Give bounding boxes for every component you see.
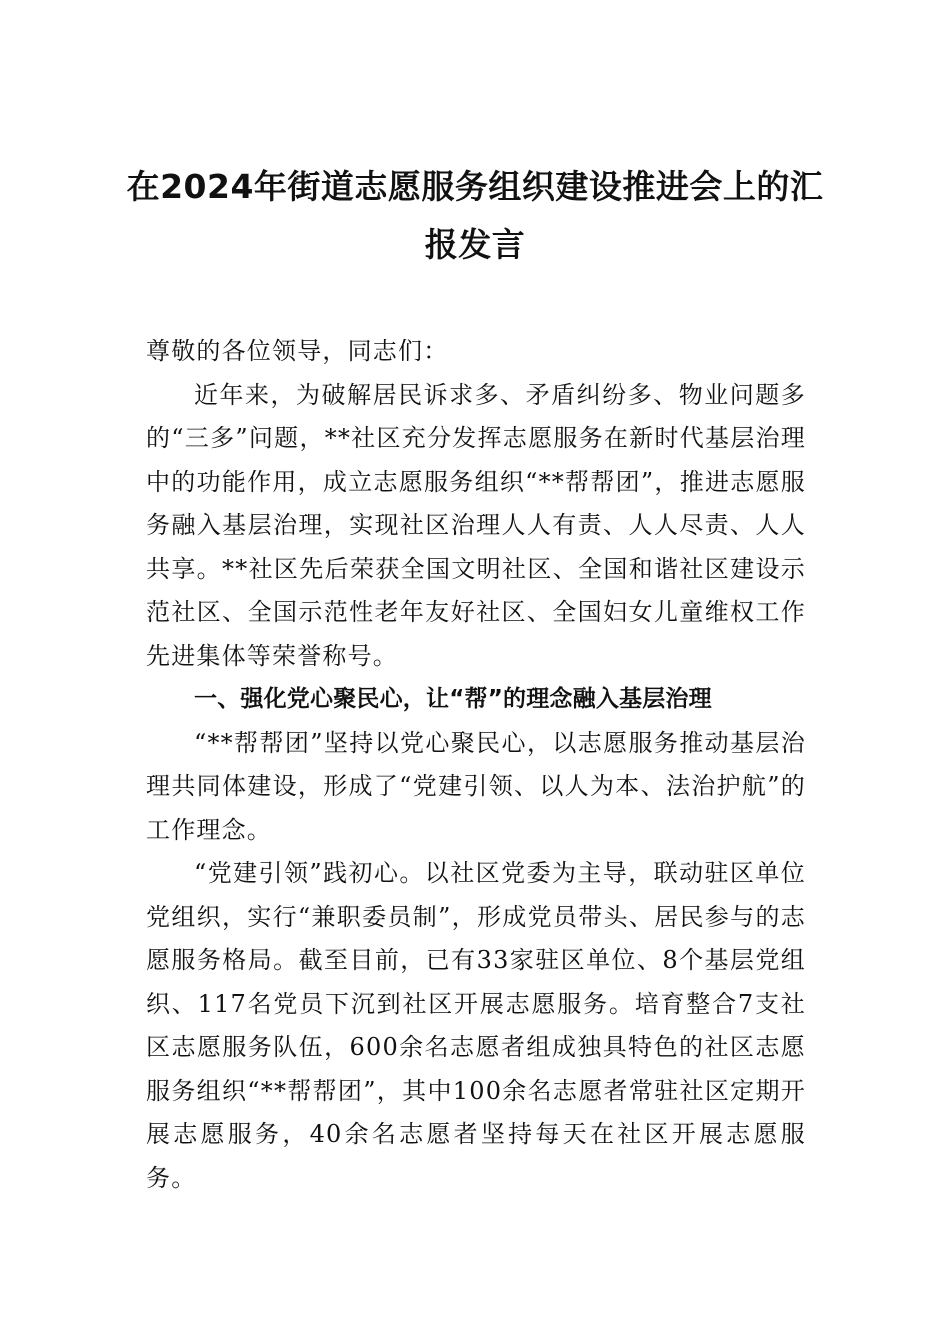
section-paragraph: “**帮帮团”坚持以党心聚民心，以志愿服务推动基层治理共同体建设，形成了“党建引领、以人为本、法治护航”的工作理念。 <box>146 728 806 844</box>
section-paragraph: “党建引领”践初心。以社区党委为主导，联动驻区单位党组织，实行“兼职委员制”，形成党员带头、居民参与的志愿服务格局。截至目前，已有33家驻区单位、8个基层党组织、117名党员下沉到社区开展志愿服务。培育整合7支社区志愿服务队伍，600余名志愿者组成独具特色的社区志愿服务组织“**帮帮团”，其中100余名志愿者常驻社区定期开展志愿服务，40余名志愿者坚持每天在社区开展志愿服务。 <box>146 859 806 1192</box>
document-title: 在2024年街道志愿服务组织建设推进会上的汇报发言 <box>126 167 824 264</box>
section-heading: 一、强化党心聚民心，让“帮”的理念融入基层治理 <box>194 686 712 712</box>
intro-paragraph: 近年来，为破解居民诉求多、矛盾纠纷多、物业问题多的“三多”问题，**社区充分发挥志愿服务在新时代基层治理中的功能作用，成立志愿服务组织“**帮帮团”，推进志愿服务融入基层治理，实现社区治理人人有责、人人尽责、人人共享。**社区先后荣获全国文明社区、全国和谐社区建设示范社区、全国示范性老年友好社区、全国妇女儿童维权工作先进集体等荣誉称号。 <box>146 380 806 670</box>
document-body <box>146 330 806 1200</box>
salutation: 尊敬的各位领导，同志们： <box>146 337 449 365</box>
